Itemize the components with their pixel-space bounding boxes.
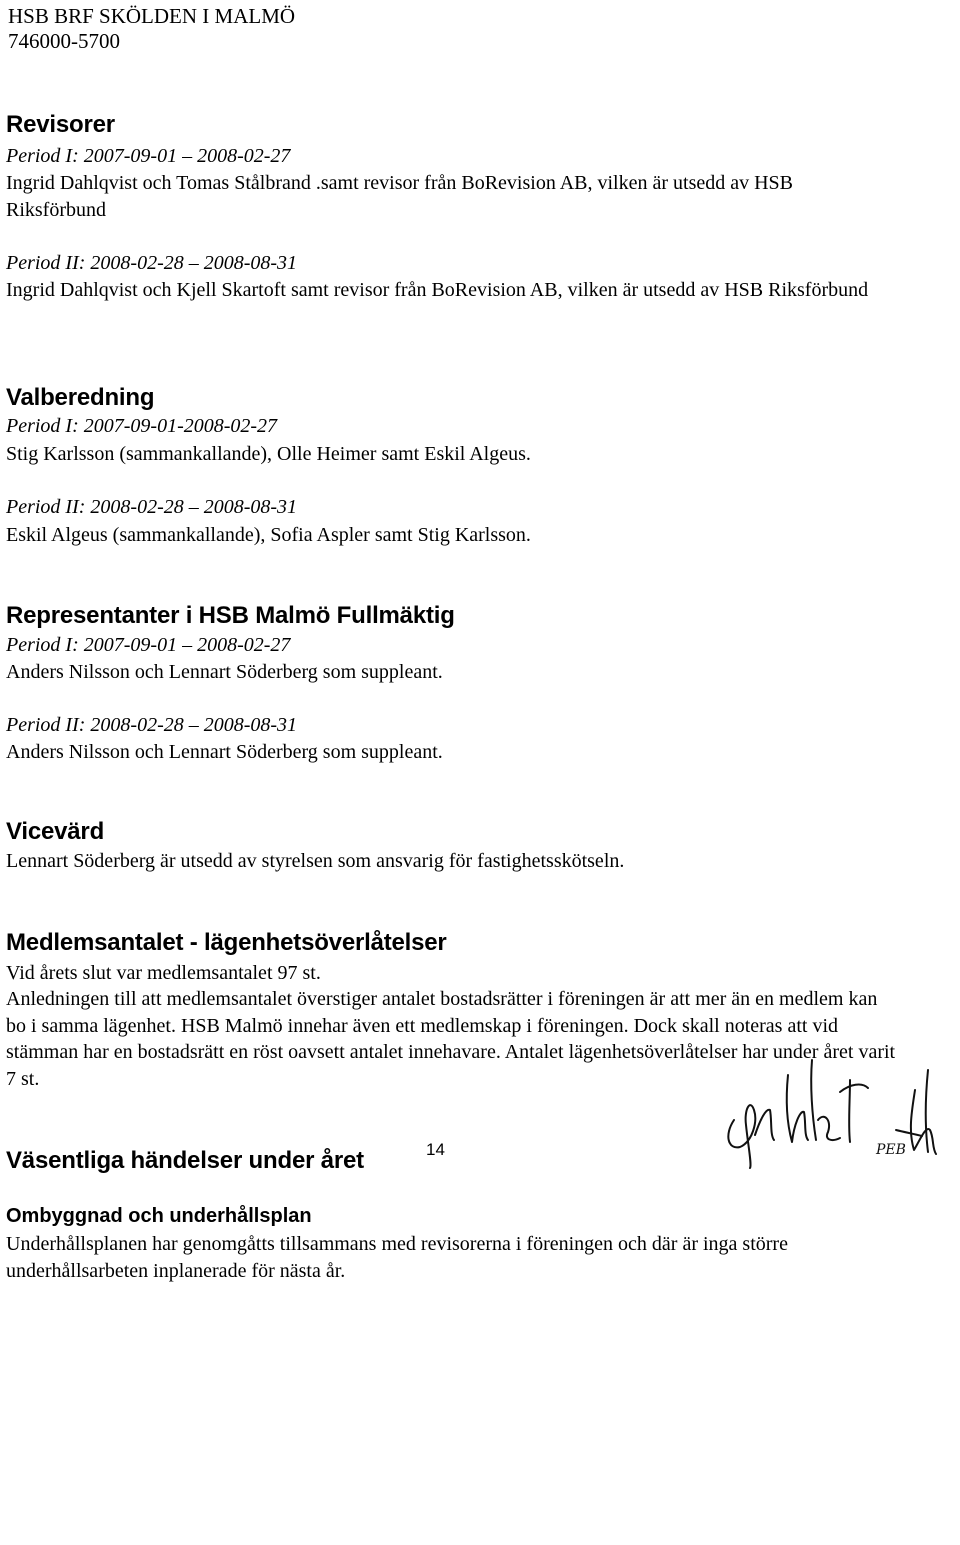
section-heading-revisorer: Revisorer [6,111,115,138]
section-heading-valberedning: Valberedning [6,384,155,411]
section-heading-vicevard: Vicevärd [6,818,105,845]
paragraph: Anledningen till att medlemsantalet överstiger antalet bostadsrätter i föreningen är att mer än en medlem kan bo i samma lägenhet. HSB Malmö innehar även ett medlemskap i föreningen. Dock skall noteras att vid stämman har en bostadsrätt en röst oavsett antalet innehavare. Antalet lägenhetsöverlåtelser har under året varit 7 st. [6,988,896,1090]
paragraph: Vid årets slut var medlemsantalet 97 st. [6,962,321,984]
period-label: Period II: 2008-02-28 – 2008-08-31 [6,252,298,274]
section-heading-medlemsantalet: Medlemsantalet - lägenhetsöverlåtelser [6,929,447,956]
organization-number: 746000-5700 [8,29,120,53]
period-label: Period I: 2007-09-01 – 2008-02-27 [6,634,291,656]
paragraph: Underhållsplanen har genomgåtts tillsammans med revisorerna i föreningen och där är inga större underhållsarbeten inplanerade för nästa år. [6,1233,788,1282]
section-heading-vasentliga: Väsentliga händelser under året [6,1147,364,1174]
period-label: Period I: 2007-09-01 – 2008-02-27 [6,145,291,167]
period-label: Period II: 2008-02-28 – 2008-08-31 [6,714,298,736]
signature-initials: PEB [876,1142,906,1158]
paragraph: Ingrid Dahlqvist och Tomas Stålbrand .samt revisor från BoRevision AB, vilken är utsedd av HSB Riksförbund [6,172,794,221]
paragraph: Lennart Söderberg är utsedd av styrelsen som ansvarig för fastighetsskötseln. [6,850,625,872]
period-label: Period I: 2007-09-01-2008-02-27 [6,415,278,437]
paragraph: Stig Karlsson (sammankallande), Olle Heimer samt Eskil Algeus. [6,443,531,465]
section-heading-representanter: Representanter i HSB Malmö Fullmäktig [6,602,455,629]
period-label: Period II: 2008-02-28 – 2008-08-31 [6,496,298,518]
subheading-ombyggnad: Ombyggnad och underhållsplan [6,1205,312,1227]
page-number: 14 [426,1140,445,1159]
paragraph: Anders Nilsson och Lennart Söderberg som suppleant. [6,741,443,763]
organization-name: HSB BRF SKÖLDEN I MALMÖ [8,4,296,28]
handwritten-signatures [700,1050,960,1170]
paragraph: Ingrid Dahlqvist och Kjell Skartoft samt revisor från BoRevision AB, vilken är utsedd av HSB Riksförbund [6,279,869,301]
paragraph: Eskil Algeus (sammankallande), Sofia Aspler samt Stig Karlsson. [6,524,531,546]
paragraph: Anders Nilsson och Lennart Söderberg som suppleant. [6,661,443,683]
